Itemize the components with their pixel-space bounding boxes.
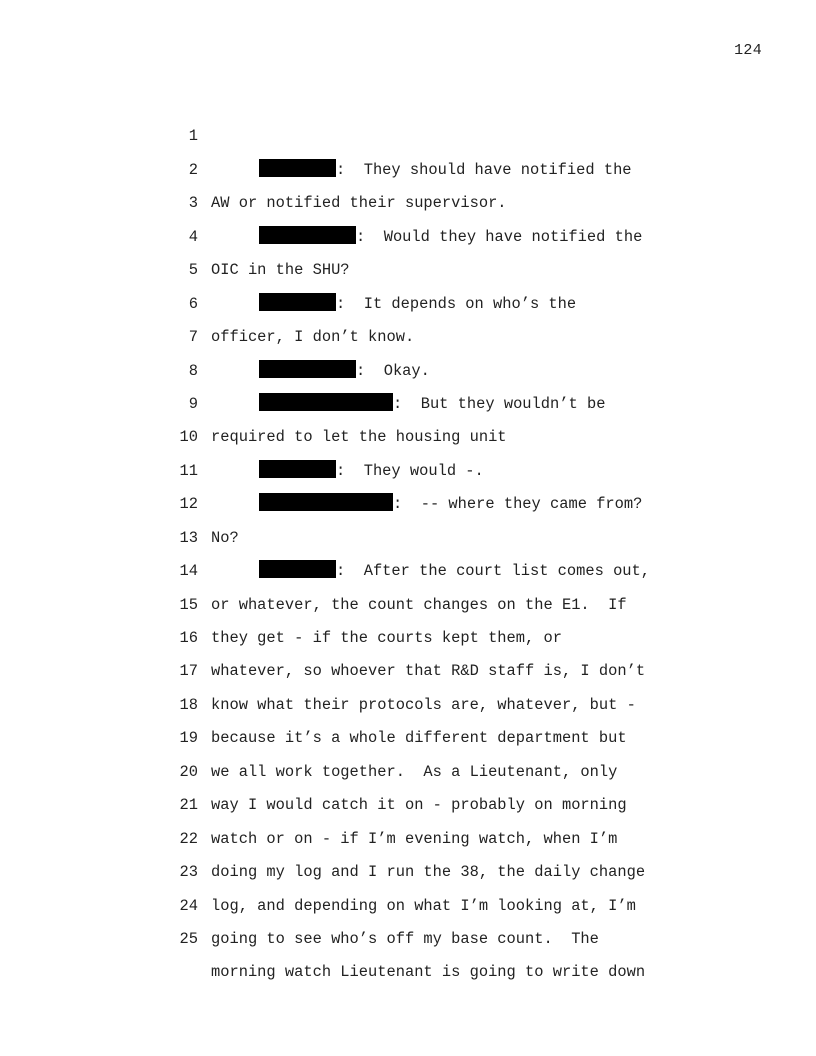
line-text: : Would they have notified the [356,227,643,246]
line-text: watch or on - if I’m evening watch, when I’m [211,829,618,848]
line-number: 2 [188,160,198,179]
line-text: way I would catch it on - probably on morning [211,796,627,815]
line-number: 18 [179,695,198,714]
line-number: 16 [179,629,198,648]
line-number: 7 [188,328,198,347]
line-number: 1 [188,127,198,146]
line-number: 17 [179,662,198,681]
line-number: 15 [179,595,198,614]
line-number: 9 [188,394,198,413]
line-text: they get - if the courts kept them, or [211,629,562,648]
line-text: officer, I don’t know. [211,328,415,347]
line-text: going to see who’s off my base count. The [211,929,599,948]
transcript-line [170,87,770,179]
line-number: 25 [179,929,198,948]
line-text: : It depends on who’s the [336,294,577,313]
line-number: 21 [179,796,198,815]
line-text: No? [211,528,239,547]
line-text: : -- where they came from? [393,495,643,514]
line-number: 8 [188,361,198,380]
line-text: required to let the housing unit [211,428,507,447]
line-text: : Okay. [356,361,430,380]
line-number: 20 [179,762,198,781]
line-text: : But they wouldn’t be [393,394,606,413]
line-text: or whatever, the count changes on the E1. If [211,595,627,614]
line-text: AW or notified their supervisor. [211,194,507,213]
line-text: doing my log and I run the 38, the daily change [211,863,646,882]
line-number: 6 [188,294,198,313]
line-number: 12 [179,495,198,514]
line-text: OIC in the SHU? [211,261,350,280]
line-text: know what their protocols are, whatever, but - [211,695,636,714]
line-text: whatever, so whoever that R&D staff is, I don’t [211,662,646,681]
line-number: 4 [188,227,198,246]
line-text: : After the court list comes out, [336,562,651,581]
line-text: we all work together. As a Lieutenant, only [211,762,618,781]
line-number: 5 [188,261,198,280]
line-text: : They should have notified the [336,160,632,179]
page-number: 124 [734,42,762,59]
line-text: : They would -. [336,461,484,480]
line-text: morning watch Lieutenant is going to write down [211,963,646,982]
line-number: 3 [188,194,198,213]
line-number: 19 [179,729,198,748]
line-number: 11 [179,461,198,480]
line-number: 13 [179,528,198,547]
line-number: 14 [179,562,198,581]
line-number: 10 [179,428,198,447]
line-text: because it’s a whole different department but [211,729,627,748]
line-number: 22 [179,829,198,848]
transcript-body [170,87,770,982]
line-number: 24 [179,896,198,915]
line-text: log, and depending on what I’m looking at, I’m [211,896,636,915]
line-number: 23 [179,863,198,882]
